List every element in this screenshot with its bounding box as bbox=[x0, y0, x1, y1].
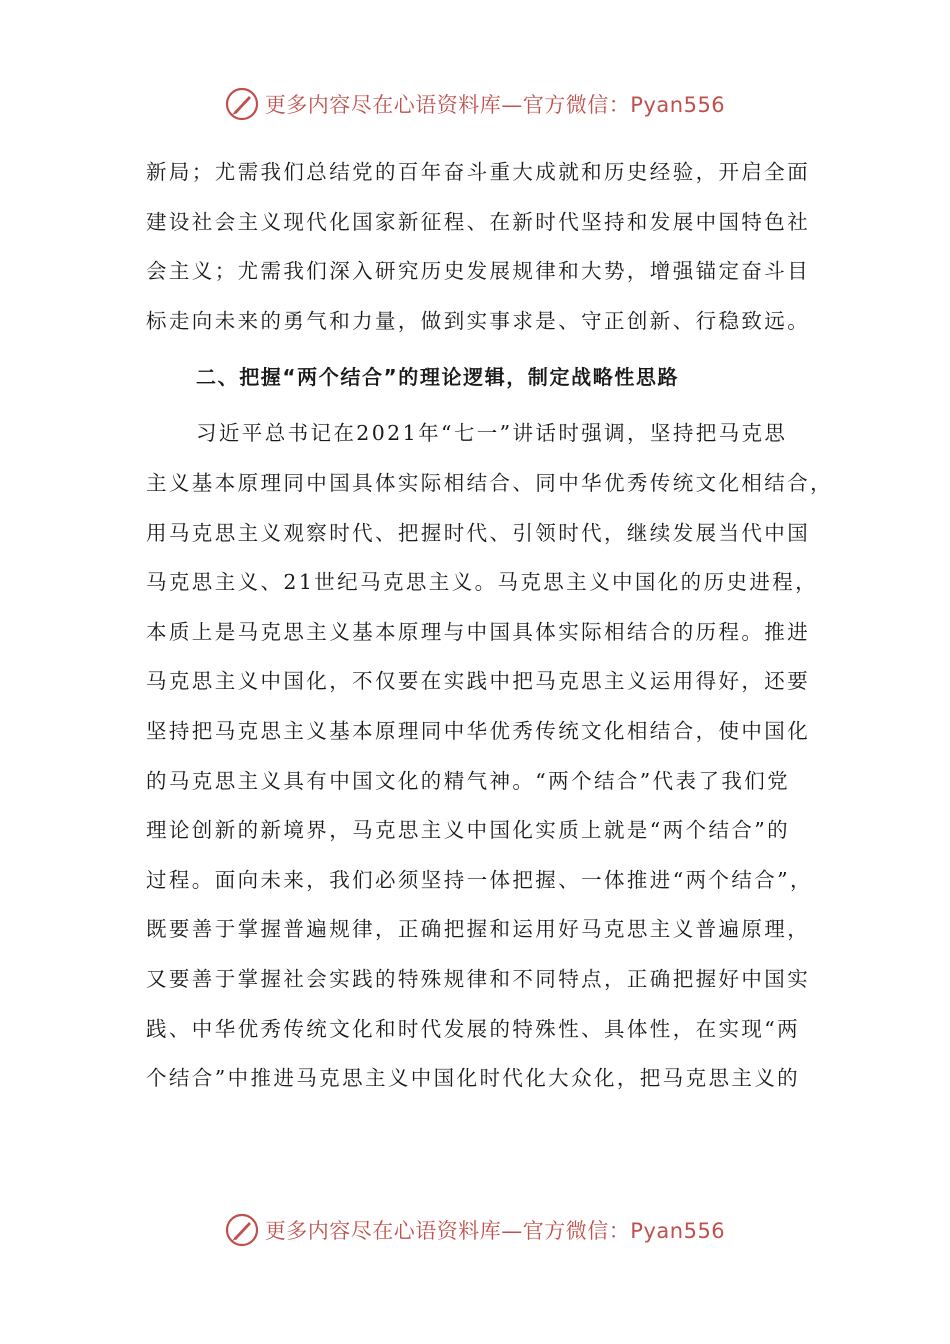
text-line: 标走向未来的勇气和力量，做到实事求是、守正创新、行稳致远。 bbox=[146, 308, 811, 333]
footer-watermark bbox=[0, 1212, 950, 1248]
quill-logo-icon bbox=[225, 87, 259, 121]
text-line: 主义基本原理同中国具体实际相结合、同中华优秀传统文化相结合， bbox=[146, 470, 833, 495]
text-line: 坚持把马克思主义基本原理同中华优秀传统文化相结合，使中国化 bbox=[146, 718, 811, 743]
quill-logo-icon bbox=[225, 1213, 259, 1247]
header-watermark bbox=[0, 86, 950, 122]
text-line: 的马克思主义具有中国文化的精气神。“两个结合”代表了我们党 bbox=[146, 768, 791, 793]
text-line: 用马克思主义观察时代、把握时代、引领时代，继续发展当代中国 bbox=[146, 520, 811, 545]
text-line: 既要善于掌握普遍规律，正确把握和运用好马克思主义普遍原理， bbox=[146, 917, 811, 942]
text-line: 本质上是马克思主义基本原理与中国具体实际相结合的历程。推进 bbox=[146, 619, 811, 644]
watermark-text: 更多内容尽在心语资料库—官方微信：Pyan556 bbox=[264, 93, 726, 117]
text-line: 又要善于掌握社会实践的特殊规律和不同特点，正确把握好中国实 bbox=[146, 966, 811, 991]
paragraph-two-combinations bbox=[146, 409, 833, 1103]
paragraph-continuation bbox=[146, 148, 816, 346]
section-heading: 二、把握“两个结合”的理论逻辑，制定战略性思路 bbox=[196, 365, 680, 390]
text-line: 马克思主义中国化，不仅要在实践中把马克思主义运用得好，还要 bbox=[146, 669, 811, 694]
text-line: 习近平总书记在2021年“七一”讲话时强调，坚持把马克思 bbox=[196, 421, 788, 446]
text-line: 会主义；尤需我们深入研究历史发展规律和大势，增强锚定奋斗目 bbox=[146, 259, 811, 284]
text-line: 理论创新的新境界，马克思主义中国化实质上就是“两个结合”的 bbox=[146, 818, 791, 843]
watermark-text: 更多内容尽在心语资料库—官方微信：Pyan556 bbox=[264, 1219, 726, 1243]
text-line: 过程。面向未来，我们必须坚持一体把握、一体推进“两个结合”， bbox=[146, 867, 813, 892]
text-line: 建设社会主义现代化国家新征程、在新时代坚持和发展中国特色社 bbox=[146, 209, 811, 234]
text-line: 马克思主义、21世纪马克思主义。马克思主义中国化的历史进程， bbox=[146, 570, 819, 595]
document-body bbox=[146, 148, 833, 1104]
text-line: 践、中华优秀传统文化和时代发展的特殊性、具体性，在实现“两 bbox=[146, 1016, 801, 1041]
text-line: 个结合”中推进马克思主义中国化时代化大众化，把马克思主义的 bbox=[146, 1066, 801, 1091]
text-line: 新局；尤需我们总结党的百年奋斗重大成就和历史经验，开启全面 bbox=[146, 160, 811, 184]
